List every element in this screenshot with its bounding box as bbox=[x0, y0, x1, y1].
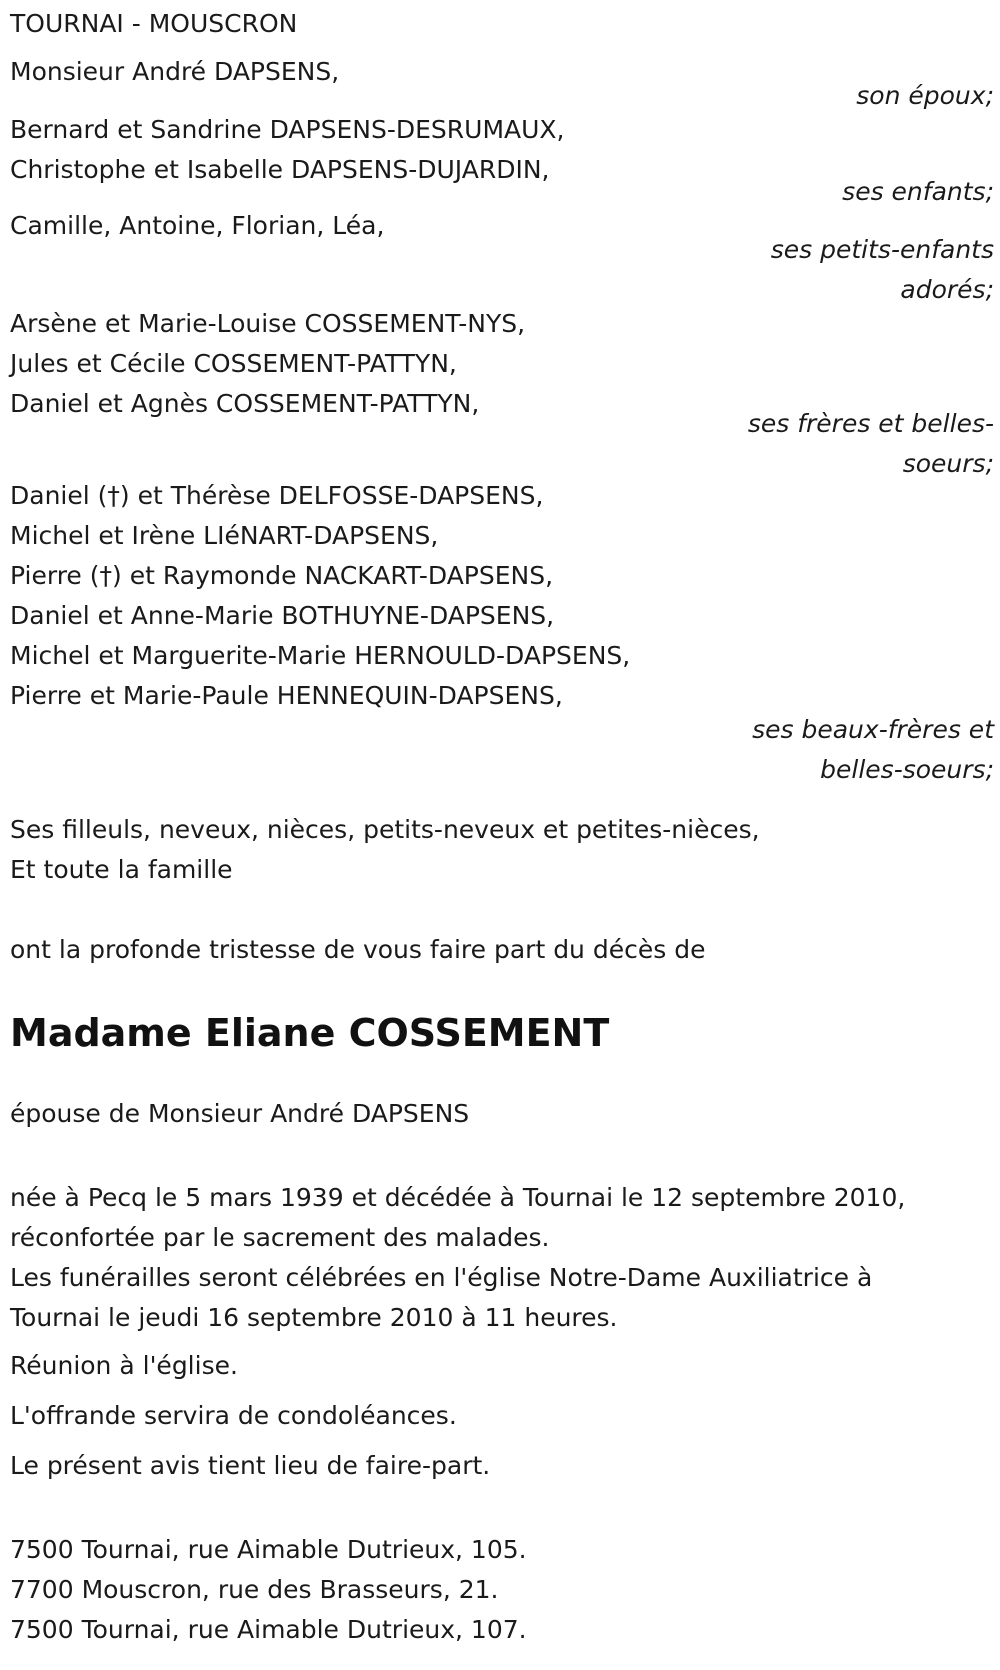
family-line: Daniel et Agnès COSSEMENT-PATTYN, bbox=[10, 389, 480, 418]
family-line: Et toute la famille bbox=[10, 855, 233, 884]
relation-children: ses enfants; bbox=[842, 177, 994, 206]
address-line: 7500 Tournai, rue Aimable Dutrieux, 105. bbox=[10, 1535, 527, 1564]
others-block bbox=[10, 810, 990, 890]
location-text: TOURNAI - MOUSCRON bbox=[10, 9, 298, 38]
family-line: Ses filleuls, neveux, nièces, petits-neveux et petites-nièces, bbox=[10, 815, 760, 844]
relation-spouse: son époux; bbox=[856, 81, 994, 110]
notice-text: Le présent avis tient lieu de faire-part. bbox=[10, 1451, 491, 1480]
in-laws-block bbox=[10, 476, 990, 716]
funeral-block bbox=[10, 1258, 990, 1338]
address-line: 7700 Mouscron, rue des Brasseurs, 21. bbox=[10, 1575, 499, 1604]
birth-death-line: réconfortée par le sacrement des malades. bbox=[10, 1223, 550, 1252]
intro-text: ont la profonde tristesse de vous faire part du décès de bbox=[10, 935, 706, 964]
family-line: Michel et Irène LIéNART-DAPSENS, bbox=[10, 521, 439, 550]
notice-block bbox=[10, 1446, 990, 1486]
funeral-line: Tournai le jeudi 16 septembre 2010 à 11 heures. bbox=[10, 1303, 618, 1332]
family-line: Bernard et Sandrine DAPSENS-DESRUMAUX, bbox=[10, 115, 565, 144]
family-line: Arsène et Marie-Louise COSSEMENT-NYS, bbox=[10, 309, 526, 338]
birth-death-block bbox=[10, 1178, 990, 1258]
deceased-name: Madame Eliane COSSEMENT bbox=[10, 1011, 610, 1055]
relation-in-laws: ses beaux-frères et belles-soeurs; bbox=[752, 715, 994, 784]
meeting-text: Réunion à l'église. bbox=[10, 1351, 238, 1380]
location-header bbox=[10, 4, 990, 44]
relation-siblings: ses frères et belles-soeurs; bbox=[747, 409, 994, 478]
offering-text: L'offrande servira de condoléances. bbox=[10, 1401, 457, 1430]
addresses-block bbox=[10, 1530, 990, 1650]
family-line: Daniel et Anne-Marie BOTHUYNE-DAPSENS, bbox=[10, 601, 555, 630]
funeral-line: Les funérailles seront célébrées en l'église Notre-Dame Auxiliatrice à bbox=[10, 1263, 873, 1292]
family-line: Christophe et Isabelle DAPSENS-DUJARDIN, bbox=[10, 155, 550, 184]
family-line: Camille, Antoine, Florian, Léa, bbox=[10, 211, 385, 240]
family-line: Monsieur André DAPSENS, bbox=[10, 57, 340, 86]
intro-block bbox=[10, 930, 990, 970]
family-line: Daniel (†) et Thérèse DELFOSSE-DAPSENS, bbox=[10, 481, 544, 510]
meeting-block bbox=[10, 1346, 990, 1386]
address-line: 7500 Tournai, rue Aimable Dutrieux, 107. bbox=[10, 1615, 527, 1644]
family-line: Michel et Marguerite-Marie HERNOULD-DAPSENS, bbox=[10, 641, 631, 670]
spouse-line: épouse de Monsieur André DAPSENS bbox=[10, 1099, 470, 1128]
family-line: Jules et Cécile COSSEMENT-PATTYN, bbox=[10, 349, 457, 378]
offering-block bbox=[10, 1396, 990, 1436]
birth-death-line: née à Pecq le 5 mars 1939 et décédée à Tournai le 12 septembre 2010, bbox=[10, 1183, 906, 1212]
family-line: Pierre (†) et Raymonde NACKART-DAPSENS, bbox=[10, 561, 554, 590]
relation-grandchildren: ses petits-enfants adorés; bbox=[770, 235, 994, 304]
spouse-line-block bbox=[10, 1094, 990, 1134]
family-line: Pierre et Marie-Paule HENNEQUIN-DAPSENS, bbox=[10, 681, 563, 710]
